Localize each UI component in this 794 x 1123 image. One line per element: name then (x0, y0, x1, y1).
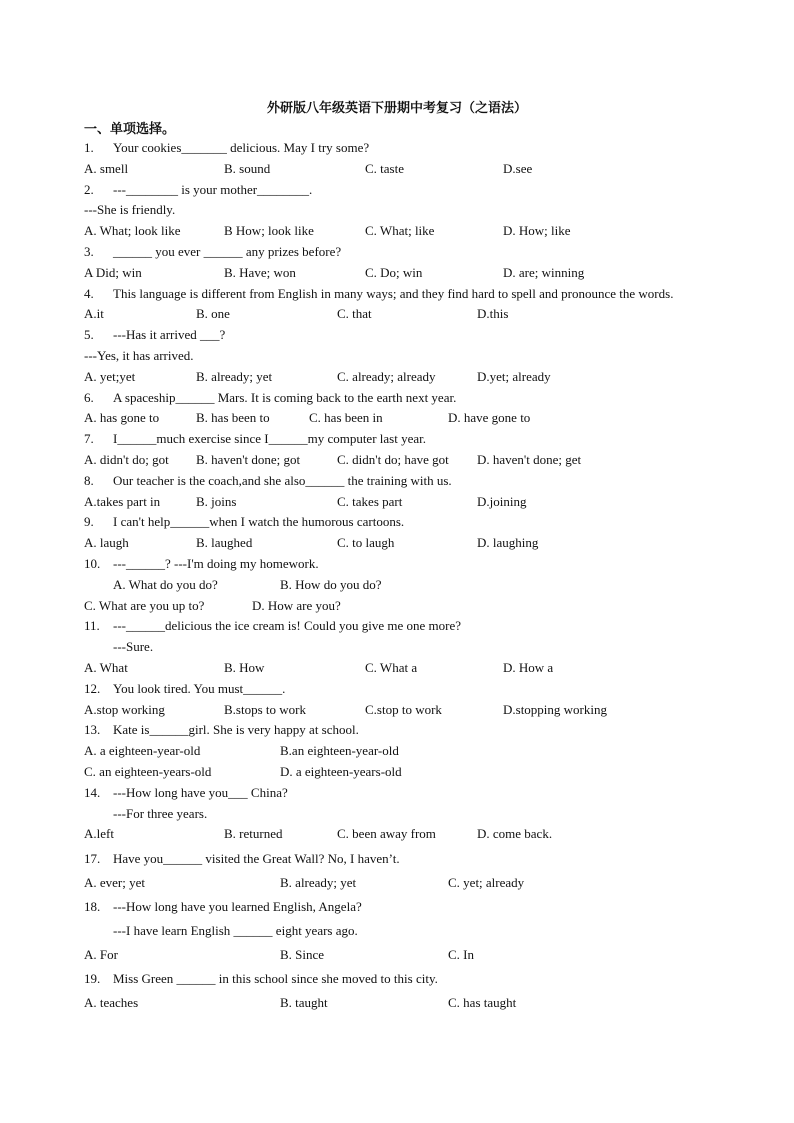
answer-option: D. How are you? (252, 598, 341, 613)
answer-option: C. has been in (309, 410, 383, 425)
answer-option: B. Since (280, 947, 325, 962)
answer-option: D. haven't done; get (477, 452, 582, 467)
answer-option: D.stopping working (503, 702, 607, 717)
question-text: Have you______ visited the Great Wall? No, I haven’t. (113, 851, 400, 866)
answer-option: B. returned (224, 826, 283, 841)
question-number: 1. (84, 140, 94, 155)
answer-option: B. taught (280, 995, 328, 1010)
question-number: 7. (84, 431, 94, 446)
answer-option: B. Have; won (224, 265, 296, 280)
section-heading: 一、单项选择。 (84, 122, 176, 137)
question-number: 17. (84, 851, 101, 866)
answer-option: C. has taught (448, 995, 517, 1010)
page-title: 外研版八年级英语下册期中考复习（之语法） (266, 101, 527, 116)
answer-option: B. How do you do? (280, 577, 382, 592)
answer-option: C. takes part (337, 494, 403, 509)
answer-option: A. laugh (84, 535, 129, 550)
answer-option: A. yet;yet (84, 369, 136, 384)
answer-option: A. What do you do? (113, 577, 218, 592)
question-text: ______ you ever ______ any prizes before? (113, 244, 342, 259)
answer-option: C. taste (365, 161, 404, 176)
answer-option: A. a eighteen-year-old (84, 743, 201, 758)
question-text: ---______delicious the ice cream is! Could you give me one more? (113, 618, 462, 633)
answer-option: A. didn't do; got (84, 452, 169, 467)
question-number: 8. (84, 473, 94, 488)
question-text: Our teacher is the coach,and she also______ the training with us. (113, 473, 452, 488)
answer-option: B How; look like (224, 223, 314, 238)
answer-option: C. What are you up to? (84, 598, 205, 613)
answer-option: B. already; yet (280, 875, 357, 890)
answer-option: A. What; look like (84, 223, 181, 238)
question-number: 13. (84, 722, 101, 737)
answer-option: C. to laugh (337, 535, 395, 550)
answer-option: D.yet; already (477, 369, 551, 384)
question-text: This language is different from English in many ways; and they find hard to spell and pronounce the words. (113, 286, 674, 301)
answer-option: A. has gone to (84, 410, 160, 425)
answer-option: B. How (224, 660, 265, 675)
answer-option: B.an eighteen-year-old (280, 743, 399, 758)
answer-option: A Did; win (84, 265, 142, 280)
answer-option: A. teaches (84, 995, 139, 1010)
question-number: 5. (84, 327, 94, 342)
question-text: ---______? ---I'm doing my homework. (113, 556, 319, 571)
answer-option: A.stop working (84, 702, 165, 717)
question-text: I______much exercise since I______my computer last year. (113, 431, 426, 446)
dialogue-line: ---For three years. (113, 806, 208, 821)
dialogue-line: ---Yes, it has arrived. (84, 348, 194, 363)
answer-option: D. How; like (503, 223, 571, 238)
answer-option: B. sound (224, 161, 271, 176)
answer-option: D. How a (503, 660, 554, 675)
answer-option: B. already; yet (196, 369, 273, 384)
answer-option: A.left (84, 826, 114, 841)
question-text: You look tired. You must______. (113, 681, 286, 696)
answer-option: C. an eighteen-years-old (84, 764, 212, 779)
answer-option: D.see (503, 161, 533, 176)
answer-option: A. What (84, 660, 128, 675)
question-text: Your cookies_______ delicious. May I try some? (113, 140, 370, 155)
answer-option: D.joining (477, 494, 527, 509)
question-number: 19. (84, 971, 101, 986)
question-text: Kate is______girl. She is very happy at school. (113, 722, 359, 737)
answer-option: B. laughed (196, 535, 253, 550)
question-text: ---________ is your mother________. (113, 182, 313, 197)
answer-option: B. joins (196, 494, 237, 509)
question-text: ---How long have you learned English, Angela? (113, 899, 362, 914)
answer-option: D. laughing (477, 535, 539, 550)
answer-option: B. has been to (196, 410, 270, 425)
answer-option: C. What a (365, 660, 418, 675)
answer-option: D. a eighteen-years-old (280, 764, 402, 779)
question-number: 12. (84, 681, 101, 696)
question-text: ---How long have you___ China? (113, 785, 288, 800)
answer-option: C. already; already (337, 369, 436, 384)
question-number: 11. (84, 618, 100, 633)
question-number: 2. (84, 182, 94, 197)
answer-option: A. For (84, 947, 118, 962)
answer-option: A.takes part in (84, 494, 161, 509)
question-number: 9. (84, 514, 94, 529)
answer-option: B. one (196, 306, 230, 321)
answer-option: C. been away from (337, 826, 436, 841)
answer-option: D. have gone to (448, 410, 531, 425)
answer-option: B. haven't done; got (196, 452, 301, 467)
answer-option: A. ever; yet (84, 875, 146, 890)
question-text: Miss Green ______ in this school since she moved to this city. (113, 971, 438, 986)
answer-option: C. yet; already (448, 875, 525, 890)
answer-option: A.it (84, 306, 104, 321)
question-text: I can't help______when I watch the humorous cartoons. (113, 514, 405, 529)
question-text: ---Has it arrived ___? (113, 327, 226, 342)
answer-option: D. come back. (477, 826, 553, 841)
question-number: 10. (84, 556, 101, 571)
dialogue-line: ---She is friendly. (84, 202, 176, 217)
question-text: A spaceship______ Mars. It is coming back to the earth next year. (113, 390, 457, 405)
answer-option: C. that (337, 306, 372, 321)
dialogue-line: ---Sure. (113, 639, 154, 654)
dialogue-line: ---I have learn English ______ eight years ago. (113, 923, 358, 938)
answer-option: C. Do; win (365, 265, 423, 280)
answer-option: C. didn't do; have got (337, 452, 449, 467)
question-number: 4. (84, 286, 94, 301)
answer-option: B.stops to work (224, 702, 306, 717)
answer-option: A. smell (84, 161, 129, 176)
answer-option: D.this (477, 306, 509, 321)
question-number: 18. (84, 899, 101, 914)
answer-option: C. What; like (365, 223, 435, 238)
answer-option: C.stop to work (365, 702, 442, 717)
answer-option: D. are; winning (503, 265, 585, 280)
question-number: 6. (84, 390, 94, 405)
answer-option: C. In (448, 947, 474, 962)
question-number: 14. (84, 785, 101, 800)
question-number: 3. (84, 244, 94, 259)
